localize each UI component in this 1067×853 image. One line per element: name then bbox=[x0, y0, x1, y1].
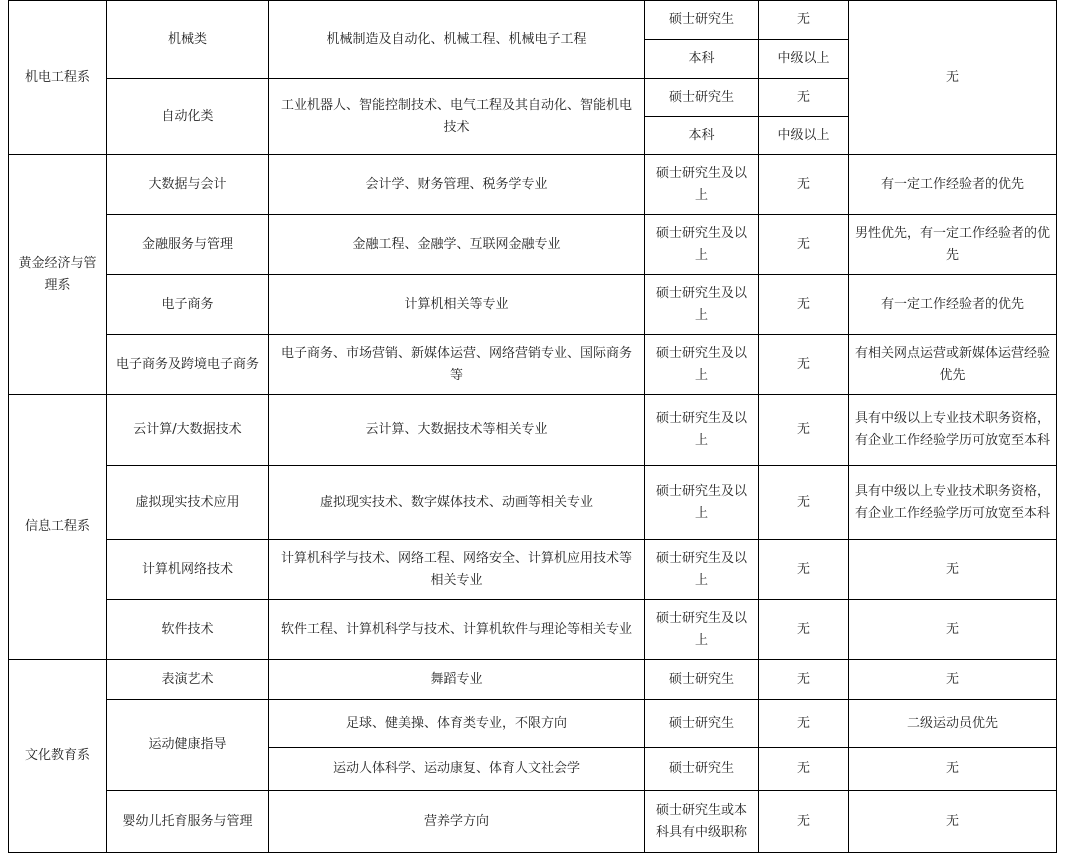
title-cell: 无 bbox=[759, 466, 849, 540]
category-cell: 自动化类 bbox=[107, 79, 269, 155]
category-cell: 运动健康指导 bbox=[107, 700, 269, 791]
category-cell: 计算机网络技术 bbox=[107, 540, 269, 600]
category-cell: 虚拟现实技术应用 bbox=[107, 466, 269, 540]
title-cell: 无 bbox=[759, 79, 849, 117]
degree-cell: 硕士研究生及以上 bbox=[645, 466, 759, 540]
fields-cell: 软件工程、计算机科学与技术、计算机软件与理论等相关专业 bbox=[269, 600, 645, 660]
note-cell: 二级运动员优先 bbox=[849, 700, 1057, 748]
title-cell: 无 bbox=[759, 1, 849, 40]
title-cell: 无 bbox=[759, 748, 849, 791]
degree-cell: 硕士研究生及以上 bbox=[645, 335, 759, 395]
note-cell: 无 bbox=[849, 540, 1057, 600]
note-cell: 男性优先，有一定工作经验者的优先 bbox=[849, 215, 1057, 275]
degree-cell: 硕士研究生及以上 bbox=[645, 540, 759, 600]
degree-cell: 硕士研究生 bbox=[645, 1, 759, 40]
title-cell: 无 bbox=[759, 335, 849, 395]
recruitment-table bbox=[8, 0, 1057, 853]
degree-cell: 硕士研究生及以上 bbox=[645, 395, 759, 466]
category-cell: 大数据与会计 bbox=[107, 155, 269, 215]
fields-cell: 云计算、大数据技术等相关专业 bbox=[269, 395, 645, 466]
note-cell: 无 bbox=[849, 600, 1057, 660]
category-cell: 机械类 bbox=[107, 1, 269, 79]
department-cell: 机电工程系 bbox=[9, 1, 107, 155]
degree-cell: 硕士研究生及以上 bbox=[645, 600, 759, 660]
fields-cell: 工业机器人、智能控制技术、电气工程及其自动化、智能机电技术 bbox=[269, 79, 645, 155]
note-cell: 有一定工作经验者的优先 bbox=[849, 275, 1057, 335]
fields-cell: 运动人体科学、运动康复、体育人文社会学 bbox=[269, 748, 645, 791]
fields-cell: 虚拟现实技术、数字媒体技术、动画等相关专业 bbox=[269, 466, 645, 540]
fields-cell: 电子商务、市场营销、新媒体运营、网络营销专业、国际商务等 bbox=[269, 335, 645, 395]
title-cell: 无 bbox=[759, 275, 849, 335]
fields-cell: 计算机科学与技术、网络工程、网络安全、计算机应用技术等相关专业 bbox=[269, 540, 645, 600]
fields-cell: 机械制造及自动化、机械工程、机械电子工程 bbox=[269, 1, 645, 79]
degree-cell: 硕士研究生及以上 bbox=[645, 155, 759, 215]
note-cell: 具有中级以上专业技术职务资格，有企业工作经验学历可放宽至本科 bbox=[849, 395, 1057, 466]
note-cell: 无 bbox=[849, 748, 1057, 791]
degree-cell: 本科 bbox=[645, 117, 759, 155]
note-cell: 无 bbox=[849, 660, 1057, 700]
degree-cell: 硕士研究生 bbox=[645, 660, 759, 700]
fields-cell: 足球、健美操、体育类专业，不限方向 bbox=[269, 700, 645, 748]
title-cell: 无 bbox=[759, 395, 849, 466]
title-cell: 无 bbox=[759, 215, 849, 275]
category-cell: 云计算/大数据技术 bbox=[107, 395, 269, 466]
title-cell: 无 bbox=[759, 660, 849, 700]
degree-cell: 硕士研究生或本科具有中级职称 bbox=[645, 791, 759, 853]
fields-cell: 会计学、财务管理、税务学专业 bbox=[269, 155, 645, 215]
title-cell: 无 bbox=[759, 540, 849, 600]
category-cell: 婴幼儿托育服务与管理 bbox=[107, 791, 269, 853]
title-cell: 无 bbox=[759, 600, 849, 660]
category-cell: 金融服务与管理 bbox=[107, 215, 269, 275]
degree-cell: 硕士研究生 bbox=[645, 79, 759, 117]
degree-cell: 硕士研究生及以上 bbox=[645, 275, 759, 335]
title-cell: 中级以上 bbox=[759, 40, 849, 79]
note-cell: 具有中级以上专业技术职务资格，有企业工作经验学历可放宽至本科 bbox=[849, 466, 1057, 540]
title-cell: 中级以上 bbox=[759, 117, 849, 155]
department-cell: 信息工程系 bbox=[9, 395, 107, 660]
note-cell: 无 bbox=[849, 1, 1057, 155]
category-cell: 软件技术 bbox=[107, 600, 269, 660]
degree-cell: 本科 bbox=[645, 40, 759, 79]
degree-cell: 硕士研究生 bbox=[645, 700, 759, 748]
title-cell: 无 bbox=[759, 791, 849, 853]
fields-cell: 营养学方向 bbox=[269, 791, 645, 853]
category-cell: 电子商务及跨境电子商务 bbox=[107, 335, 269, 395]
fields-cell: 舞蹈专业 bbox=[269, 660, 645, 700]
category-cell: 电子商务 bbox=[107, 275, 269, 335]
note-cell: 有一定工作经验者的优先 bbox=[849, 155, 1057, 215]
department-cell: 黄金经济与管理系 bbox=[9, 155, 107, 395]
degree-cell: 硕士研究生及以上 bbox=[645, 215, 759, 275]
fields-cell: 计算机相关等专业 bbox=[269, 275, 645, 335]
title-cell: 无 bbox=[759, 155, 849, 215]
note-cell: 无 bbox=[849, 791, 1057, 853]
fields-cell: 金融工程、金融学、互联网金融专业 bbox=[269, 215, 645, 275]
degree-cell: 硕士研究生 bbox=[645, 748, 759, 791]
department-cell: 文化教育系 bbox=[9, 660, 107, 853]
category-cell: 表演艺术 bbox=[107, 660, 269, 700]
note-cell: 有相关网点运营或新媒体运营经验优先 bbox=[849, 335, 1057, 395]
title-cell: 无 bbox=[759, 700, 849, 748]
